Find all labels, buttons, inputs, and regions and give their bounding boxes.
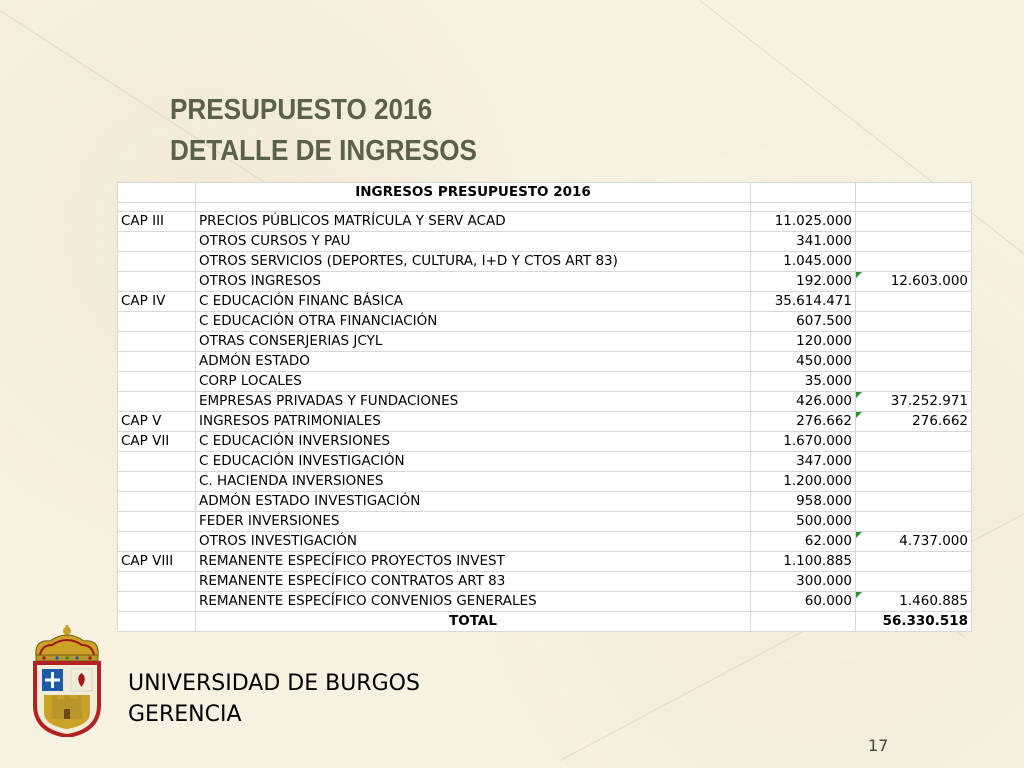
- table-row: [118, 392, 972, 412]
- header-cell-empty: [856, 183, 972, 203]
- spacer-cell: [751, 203, 856, 212]
- table-header: INGRESOS PRESUPUESTO 2016: [196, 183, 751, 203]
- chapter-cell: CAP IV: [118, 292, 196, 312]
- concept-cell: C EDUCACIÓN FINANC BÁSICA: [196, 292, 751, 312]
- table-row: [118, 352, 972, 372]
- concept-cell: OTROS CURSOS Y PAU: [196, 232, 751, 252]
- chapter-cell: [118, 232, 196, 252]
- concept-cell: OTROS INVESTIGACIÓN: [196, 532, 751, 552]
- subtotal-cell: [856, 312, 972, 332]
- table-row: [118, 252, 972, 272]
- subtotal-cell: [856, 492, 972, 512]
- chapter-cell: [118, 592, 196, 612]
- amount-cell: 1.670.000: [751, 432, 856, 452]
- spacer-row: [118, 203, 972, 212]
- amount-cell: 341.000: [751, 232, 856, 252]
- chapter-cell: [118, 392, 196, 412]
- table-header-row: [118, 183, 972, 203]
- chapter-cell: CAP VIII: [118, 552, 196, 572]
- department-name: GERENCIA: [128, 702, 242, 727]
- total-value: 56.330.518: [856, 612, 972, 632]
- concept-cell: OTRAS CONSERJERIAS JCYL: [196, 332, 751, 352]
- income-table: [117, 182, 972, 632]
- amount-cell: 276.662: [751, 412, 856, 432]
- table-row: [118, 212, 972, 232]
- concept-cell: REMANENTE ESPECÍFICO PROYECTOS INVEST: [196, 552, 751, 572]
- subtotal-cell: 12.603.000: [856, 272, 972, 292]
- amount-cell: 192.000: [751, 272, 856, 292]
- page-number: 17: [868, 736, 889, 755]
- green-triangle-marker-icon: [856, 392, 862, 398]
- table-row: [118, 552, 972, 572]
- total-cell-empty: [751, 612, 856, 632]
- subtotal-cell: 1.460.885: [856, 592, 972, 612]
- university-crest-icon: [30, 625, 104, 737]
- title-line-1: PRESUPUESTO 2016: [170, 94, 433, 126]
- amount-cell: 426.000: [751, 392, 856, 412]
- chapter-cell: [118, 492, 196, 512]
- subtotal-cell: [856, 292, 972, 312]
- table-row: [118, 572, 972, 592]
- amount-cell: 607.500: [751, 312, 856, 332]
- amount-cell: 120.000: [751, 332, 856, 352]
- subtotal-cell: [856, 432, 972, 452]
- subtotal-cell: [856, 232, 972, 252]
- concept-cell: OTROS INGRESOS: [196, 272, 751, 292]
- spacer-cell: [118, 203, 196, 212]
- amount-cell: 11.025.000: [751, 212, 856, 232]
- table-row: [118, 272, 972, 292]
- concept-cell: CORP LOCALES: [196, 372, 751, 392]
- chapter-cell: [118, 352, 196, 372]
- subtotal-cell: 4.737.000: [856, 532, 972, 552]
- green-triangle-marker-icon: [856, 592, 862, 598]
- chapter-cell: [118, 252, 196, 272]
- spacer-cell: [856, 203, 972, 212]
- university-block: [128, 668, 420, 730]
- amount-cell: 300.000: [751, 572, 856, 592]
- table-row: [118, 312, 972, 332]
- spacer-cell: [196, 203, 751, 212]
- subtotal-cell: 276.662: [856, 412, 972, 432]
- concept-cell: ADMÓN ESTADO: [196, 352, 751, 372]
- chapter-cell: [118, 512, 196, 532]
- amount-cell: 35.000: [751, 372, 856, 392]
- total-cell-empty: [118, 612, 196, 632]
- table-row: [118, 372, 972, 392]
- subtotal-cell: [856, 212, 972, 232]
- university-name: UNIVERSIDAD DE BURGOS: [128, 671, 420, 696]
- total-section: [118, 612, 972, 632]
- table-row: [118, 492, 972, 512]
- total-row: [118, 612, 972, 632]
- amount-cell: 1.045.000: [751, 252, 856, 272]
- green-triangle-marker-icon: [856, 532, 862, 538]
- subtotal-cell: [856, 512, 972, 532]
- subtotal-cell: 37.252.971: [856, 392, 972, 412]
- concept-cell: C EDUCACIÓN OTRA FINANCIACIÓN: [196, 312, 751, 332]
- concept-cell: FEDER INVERSIONES: [196, 512, 751, 532]
- concept-cell: C. HACIENDA INVERSIONES: [196, 472, 751, 492]
- table-row: [118, 412, 972, 432]
- chapter-cell: [118, 472, 196, 492]
- page-title: [170, 90, 477, 172]
- income-table-body: [118, 183, 972, 212]
- table-row: [118, 452, 972, 472]
- concept-cell: C EDUCACIÓN INVERSIONES: [196, 432, 751, 452]
- table-row: [118, 592, 972, 612]
- green-triangle-marker-icon: [856, 412, 862, 418]
- table-row: [118, 432, 972, 452]
- header-cell-empty: [751, 183, 856, 203]
- chapter-cell: [118, 272, 196, 292]
- concept-cell: ADMÓN ESTADO INVESTIGACIÓN: [196, 492, 751, 512]
- table-row: [118, 232, 972, 252]
- chapter-cell: CAP VII: [118, 432, 196, 452]
- concept-cell: PRECIOS PÚBLICOS MATRÍCULA Y SERV ACAD: [196, 212, 751, 232]
- amount-cell: 347.000: [751, 452, 856, 472]
- header-cell-empty: [118, 183, 196, 203]
- concept-cell: C EDUCACIÓN INVESTIGACIÓN: [196, 452, 751, 472]
- amount-cell: 1.100.885: [751, 552, 856, 572]
- chapter-cell: CAP V: [118, 412, 196, 432]
- chapter-cell: CAP III: [118, 212, 196, 232]
- concept-cell: EMPRESAS PRIVADAS Y FUNDACIONES: [196, 392, 751, 412]
- amount-cell: 958.000: [751, 492, 856, 512]
- subtotal-cell: [856, 332, 972, 352]
- amount-cell: 35.614.471: [751, 292, 856, 312]
- subtotal-cell: [856, 552, 972, 572]
- chapter-cell: [118, 572, 196, 592]
- subtotal-cell: [856, 372, 972, 392]
- amount-cell: 450.000: [751, 352, 856, 372]
- title-line-2: DETALLE DE INGRESOS: [170, 135, 477, 167]
- chapter-cell: [118, 532, 196, 552]
- subtotal-cell: [856, 452, 972, 472]
- concept-cell: INGRESOS PATRIMONIALES: [196, 412, 751, 432]
- table-row: [118, 532, 972, 552]
- chapter-cell: [118, 452, 196, 472]
- table-row: [118, 332, 972, 352]
- subtotal-cell: [856, 472, 972, 492]
- table-row: [118, 472, 972, 492]
- concept-cell: REMANENTE ESPECÍFICO CONTRATOS ART 83: [196, 572, 751, 592]
- chapter-cell: [118, 312, 196, 332]
- subtotal-cell: [856, 572, 972, 592]
- table-row: [118, 512, 972, 532]
- total-label: TOTAL: [196, 612, 751, 632]
- concept-cell: OTROS SERVICIOS (DEPORTES, CULTURA, I+D Y CTOS ART 83): [196, 252, 751, 272]
- green-triangle-marker-icon: [856, 272, 862, 278]
- table-row: [118, 292, 972, 312]
- chapter-cell: [118, 372, 196, 392]
- subtotal-cell: [856, 352, 972, 372]
- amount-cell: 1.200.000: [751, 472, 856, 492]
- subtotal-cell: [856, 252, 972, 272]
- income-rows: [118, 212, 972, 612]
- amount-cell: 500.000: [751, 512, 856, 532]
- chapter-cell: [118, 332, 196, 352]
- concept-cell: REMANENTE ESPECÍFICO CONVENIOS GENERALES: [196, 592, 751, 612]
- amount-cell: 60.000: [751, 592, 856, 612]
- amount-cell: 62.000: [751, 532, 856, 552]
